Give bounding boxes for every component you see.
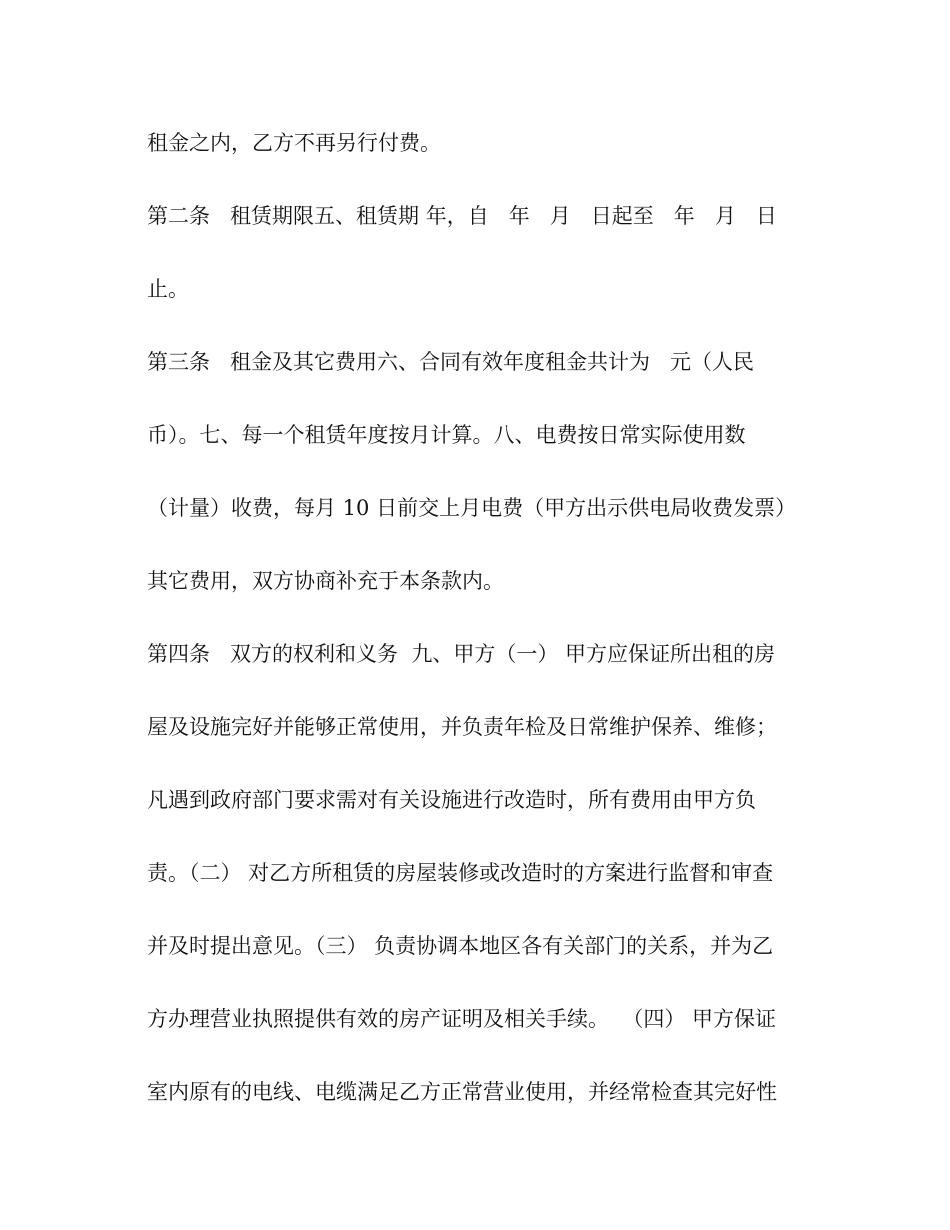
text-line-6: （计量）收费，每月 10 日前交上月电费（甲方出示供电局收费发票） <box>147 496 797 520</box>
text-line-14: 室内原有的电线、电缆满足乙方正常营业使用，并经常检查其完好性 <box>147 1080 777 1104</box>
text-line-9: 屋及设施完好并能够正常使用，并负责年检及日常维护保养、维修； <box>147 715 777 739</box>
text-line-11: 责。（二） 对乙方所租赁的房屋装修或改造时的方案进行监督和审查 <box>147 861 774 885</box>
text-line-10: 凡遇到政府部门要求需对有关设施进行改造时，所有费用由甲方负 <box>147 788 756 812</box>
text-line-12: 并及时提出意见。（三） 负责协调本地区各有关部门的关系，并为乙 <box>147 934 774 958</box>
text-line-4: 第三条 租金及其它费用六、合同有效年度租金共计为 元（人民 <box>147 350 755 374</box>
text-line-3: 止。 <box>147 277 189 301</box>
text-line-1: 租金之内，乙方不再另行付费。 <box>147 131 441 155</box>
text-line-13: 方办理营业执照提供有效的房产证明及相关手续。 （四） 甲方保证 <box>147 1007 777 1031</box>
text-line-7: 其它费用，双方协商补充于本条款内。 <box>147 569 504 593</box>
text-line-5: 币）。七、每一个租赁年度按月计算。八、电费按日常实际使用数 <box>147 423 746 447</box>
text-line-2: 第二条 租赁期限五、租赁期 年，自 年 月 日起至 年 月 日 <box>147 204 777 228</box>
text-line-8: 第四条 双方的权利和义务 九、甲方（一） 甲方应保证所出租的房 <box>147 642 776 666</box>
